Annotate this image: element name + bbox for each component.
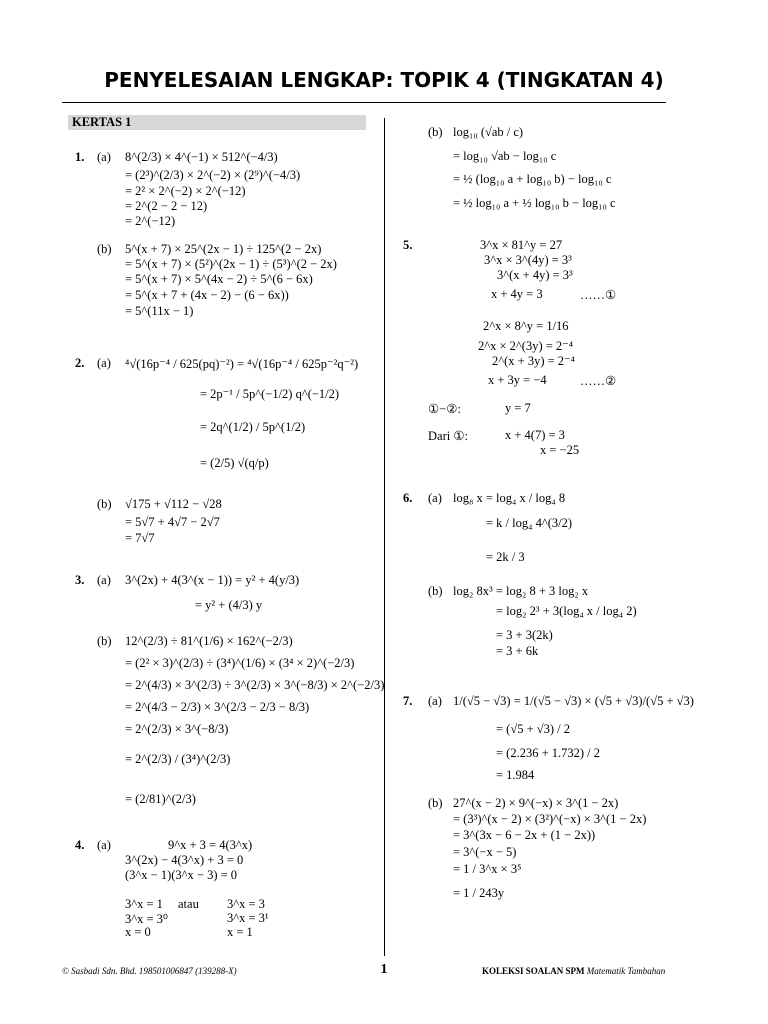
page-title: PENYELESAIAN LENGKAP: TOPIK 4 (TINGKATAN 4) [104, 68, 664, 92]
right-line: 2^(x + 3y) = 2⁻⁴ [492, 354, 575, 368]
right-line: 7. [403, 694, 413, 708]
left-line: = 2² × 2^(−2) × 2^(−12) [125, 184, 246, 198]
right-line: 3^x × 81^y = 27 [480, 238, 563, 252]
left-line: 8^(2/3) × 4^(−1) × 512^(−4/3) [125, 150, 278, 164]
right-line: 2^x × 8^y = 1/16 [483, 319, 569, 333]
left-line: 3^x = 3 [227, 897, 265, 911]
left-line: 2. [75, 356, 85, 370]
left-line: = 2q^(1/2) / 5p^(1/2) [200, 420, 306, 434]
left-line: √175 + √112 − √28 [125, 497, 222, 511]
left-line: ⁴√(16p⁻⁴ / 625(pq)⁻²) = ⁴√(16p⁻⁴ / 625p⁻²q⁻²) [125, 357, 359, 371]
footer-book-bold: KOLEKSI SOALAN SPM [482, 966, 585, 976]
right-line: (a) [428, 491, 442, 505]
left-line: 5^(x + 7) × 25^(2x − 1) ÷ 125^(2 − 2x) [125, 242, 322, 256]
right-line: x + 4y = 3 [491, 287, 543, 301]
right-line: = 1 / 3^x × 3⁵ [453, 862, 522, 876]
left-line: (3^x − 1)(3^x − 3) = 0 [125, 868, 238, 882]
left-line: = 2^(2 − 2 − 12) [125, 199, 208, 213]
left-line: = 2^(4/3 − 2/3) × 3^(2/3 − 2/3 − 8/3) [125, 700, 310, 714]
right-line: 6. [403, 491, 413, 505]
left-line: = 5^(x + 7) × 5^(4x − 2) ÷ 5^(6 − 6x) [125, 272, 313, 286]
left-line: 3^(2x) + 4(3^(x − 1)) = y² + 4(y/3) [125, 573, 300, 587]
left-line: (b) [97, 242, 112, 256]
left-line: 1. [75, 150, 85, 164]
left-line: = 2p⁻¹ / 5p^(−1/2) q^(−1/2) [200, 387, 340, 401]
left-line: x = 1 [227, 925, 253, 939]
left-line: = 5^(x + 7) × (5²)^(2x − 1) ÷ (5³)^(2 − 2x) [125, 257, 337, 271]
right-line: = 2k / 3 [486, 550, 525, 564]
right-line: y = 7 [505, 401, 531, 415]
left-line: = 2^(4/3) × 3^(2/3) ÷ 3^(2/3) × 3^(−8/3) × 2^(−2/3) [125, 678, 385, 692]
left-line: 12^(2/3) ÷ 81^(1/6) × 162^(−2/3) [125, 634, 293, 648]
right-line: 3^x × 3^(4y) = 3³ [484, 253, 572, 267]
right-line: = 3 + 6k [496, 644, 539, 658]
left-line: = (2/5) √(q/p) [200, 456, 269, 470]
right-line: (b) [428, 584, 443, 598]
title-rule [62, 102, 666, 103]
right-line: = (2.236 + 1.732) / 2 [496, 746, 601, 760]
right-line: = log₂ 2³ + 3(log₄ x / log₄ 2) [496, 604, 637, 618]
right-line: x + 3y = −4 [488, 373, 547, 387]
right-line: = 3^(−x − 5) [453, 845, 517, 859]
right-line: log₁₀ (√ab / c) [453, 125, 524, 139]
right-line: = ½ log₁₀ a + ½ log₁₀ b − log₁₀ c [453, 196, 616, 210]
page-number: 1 [380, 962, 388, 977]
left-line: 9^x + 3 = 4(3^x) [168, 838, 253, 852]
right-line: = 3 + 3(2k) [496, 628, 553, 642]
left-line: = 2^(2/3) × 3^(−8/3) [125, 722, 229, 736]
right-line: 2^x × 2^(3y) = 2⁻⁴ [478, 339, 574, 353]
left-line: (b) [97, 634, 112, 648]
left-line: = (2³)^(2/3) × 2^(−2) × (2⁹)^(−4/3) [125, 168, 301, 182]
left-line: 3^x = 3⁰ [125, 912, 168, 926]
right-line: (b) [428, 796, 443, 810]
right-line: Dari ①: [428, 429, 469, 443]
right-line: = 3^(3x − 6 − 2x + (1 − 2x)) [453, 828, 596, 842]
right-line: ……① [580, 288, 617, 302]
footer-book-italic: Matematik Tambahan [586, 966, 666, 976]
left-line: = 2^(2/3) / (3⁴)^(2/3) [125, 752, 231, 766]
left-line: 3^x = 1 [125, 897, 163, 911]
left-line: = (2/81)^(2/3) [125, 792, 196, 806]
right-line: = (3³)^(x − 2) × (3²)^(−x) × 3^(1 − 2x) [453, 812, 647, 826]
left-line: = 5^(x + 7 + (4x − 2) − (6 − 6x)) [125, 288, 289, 302]
left-line: 3^(2x) − 4(3^x) + 3 = 0 [125, 853, 244, 867]
column-divider [384, 118, 385, 956]
right-line: 1/(√5 − √3) = 1/(√5 − √3) × (√5 + √3)/(√5 + √3) [453, 694, 694, 708]
left-line: (a) [97, 838, 111, 852]
right-line: = log₁₀ √ab − log₁₀ c [453, 149, 557, 163]
right-line: (b) [428, 125, 443, 139]
right-line: = 1.984 [496, 768, 535, 782]
left-line: = 7√7 [125, 531, 155, 545]
right-line: (a) [428, 694, 442, 708]
left-line: 3. [75, 573, 85, 587]
left-line: 3^x = 3¹ [227, 911, 269, 925]
right-line: = (√5 + √3) / 2 [496, 722, 570, 736]
section-heading: KERTAS 1 [68, 115, 366, 130]
left-line: (b) [97, 497, 112, 511]
left-line: (a) [97, 150, 111, 164]
left-line: (a) [97, 573, 111, 587]
left-line: atau [178, 897, 199, 911]
right-line: 3^(x + 4y) = 3³ [497, 268, 573, 282]
right-line: x + 4(7) = 3 [505, 428, 565, 442]
left-line: = 5^(11x − 1) [125, 304, 194, 318]
left-line: 4. [75, 838, 85, 852]
left-line: = y² + (4/3) y [195, 598, 263, 612]
footer-copyright-text: © Sasbadi Sdn. Bhd. 198501006847 (139288-X) [62, 966, 237, 976]
left-line: x = 0 [125, 925, 151, 939]
right-line: x = −25 [540, 443, 580, 457]
right-line: = ½ (log₁₀ a + log₁₀ b) − log₁₀ c [453, 172, 612, 186]
left-line: = 5√7 + 4√7 − 2√7 [125, 515, 220, 529]
right-line: log₈ x = log₄ x / log₄ 8 [453, 491, 566, 505]
footer-book-title [482, 966, 665, 976]
right-line: = k / log₄ 4^(3/2) [486, 516, 573, 530]
right-line: ①−②: [428, 402, 461, 416]
left-line: (a) [97, 356, 111, 370]
right-line: = 1 / 243y [453, 886, 505, 900]
right-line: log₂ 8x³ = log₂ 8 + 3 log₂ x [453, 584, 589, 598]
left-line: = 2^(−12) [125, 214, 176, 228]
right-line: 5. [403, 238, 413, 252]
left-line: = (2² × 3)^(2/3) ÷ (3⁴)^(1/6) × (3⁴ × 2)^(−2/3) [125, 656, 355, 670]
right-line: 27^(x − 2) × 9^(−x) × 3^(1 − 2x) [453, 796, 619, 810]
right-line: ……② [580, 374, 617, 388]
